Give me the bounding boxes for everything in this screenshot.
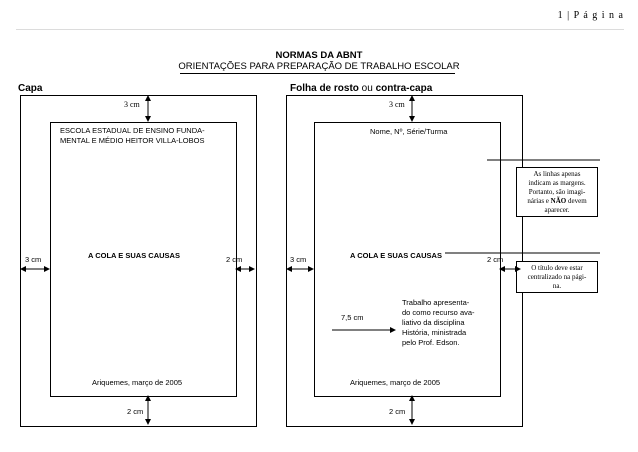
capa-school-line-2: MENTAL E MÉDIO HEITOR VILLA-LOBOS <box>60 136 205 145</box>
capa-place-date: Ariquemes, março de 2005 <box>92 378 183 387</box>
margins-note-line-3: Portanto, são imagi- <box>528 188 586 196</box>
folha-margin-top-label: 3 cm <box>389 100 405 109</box>
capa-work-title: A COLA E SUAS CAUSAS <box>88 251 180 260</box>
folha-heading-bold: Folha de rosto <box>290 83 359 94</box>
folha-heading-bold2: contra-capa <box>375 83 433 94</box>
folha-place-date: Ariquemes, março de 2005 <box>350 378 441 387</box>
document-subtitle: ORIENTAÇÕES PARA PREPARAÇÃO DE TRABALHO ESCOLAR <box>178 61 460 72</box>
folha-nature-line-5: pelo Prof. Edson. <box>402 338 460 347</box>
margins-note-line-5: aparecer. <box>544 206 570 214</box>
folha-nature-line-4: História, ministrada <box>402 328 467 337</box>
title-note-line-1: O título deve estar <box>531 264 583 272</box>
folha-margin-left-label: 3 cm <box>290 255 307 264</box>
folha-nature-line-1: Trabalho apresenta- <box>402 298 470 307</box>
folha-heading-connector: ou <box>358 83 376 94</box>
folha-indent-label: 7,5 cm <box>341 313 364 322</box>
title-note-line-2: centralizado na pági- <box>527 273 587 281</box>
capa-margin-top-label: 3 cm <box>124 100 140 109</box>
title-note-line-3: na. <box>552 282 562 290</box>
folha-nature-line-2: do como recurso ava- <box>402 308 475 317</box>
folha-nature-line-3: liativo da disciplina <box>402 318 465 327</box>
page-number: 1 | P á g i n a <box>557 10 624 21</box>
capa-school-line-1: ESCOLA ESTADUAL DE ENSINO FUNDA- <box>60 126 205 135</box>
folha-margin-bottom-label: 2 cm <box>389 407 406 416</box>
margins-note-line-2: indicam as margens. <box>528 179 586 187</box>
capa-margin-bottom-label: 2 cm <box>127 407 144 416</box>
folha-work-title: A COLA E SUAS CAUSAS <box>350 251 442 260</box>
capa-heading: Capa <box>18 83 43 94</box>
margins-note-post: devem <box>566 197 587 205</box>
capa-margin-left-label: 3 cm <box>25 255 42 264</box>
folha-name-line: Nome, Nº, Série/Turma <box>370 127 448 136</box>
capa-margin-right-label: 2 cm <box>226 255 243 264</box>
folha-margin-right-label: 2 cm <box>487 255 504 264</box>
margins-note-emphasis: NÃO <box>550 197 567 205</box>
margins-note-line-1: As linhas apenas <box>533 170 581 178</box>
document-title: NORMAS DA ABNT <box>275 50 363 61</box>
margins-note-pre: nárias e <box>527 197 551 205</box>
